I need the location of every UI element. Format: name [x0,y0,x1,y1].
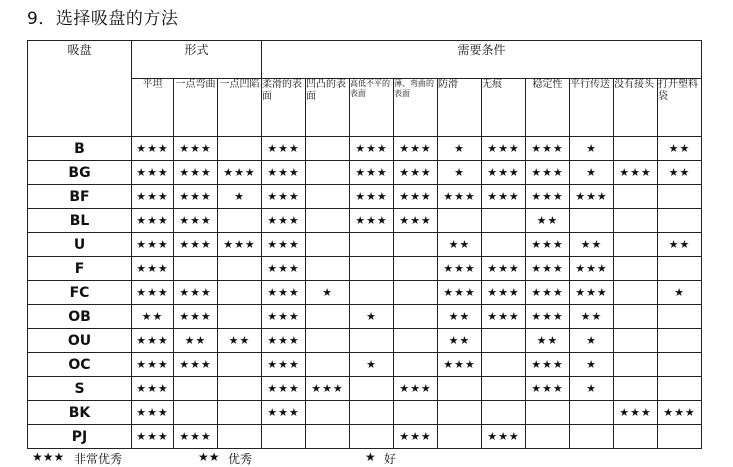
rating-cell [438,401,482,425]
header-group-form: 形式 [132,41,262,79]
rating-cell: ★★★ [174,425,218,449]
rating-cell [614,305,658,329]
col-header-rough-surface: 高低不平的表面 [350,79,394,137]
rating-cell: ★★★ [570,257,614,281]
rating-cell: ★★★ [262,257,306,281]
rating-cell: ★★★ [132,233,174,257]
rating-cell [482,329,526,353]
rating-cell [306,353,350,377]
rating-cell: ★★★ [526,233,570,257]
rating-cell [438,209,482,233]
rating-cell [218,377,262,401]
legend-three-label: 非常优秀 [74,452,123,466]
rating-cell [438,377,482,401]
rating-cell: ★★★ [570,281,614,305]
rating-cell [174,257,218,281]
rating-cell: ★★★ [394,377,438,401]
row-model-name: OB [28,305,132,329]
rating-cell [306,137,350,161]
rating-cell: ★★★ [218,233,262,257]
rating-cell: ★★★ [438,257,482,281]
rating-cell [614,233,658,257]
rating-cell: ★★ [438,233,482,257]
rating-cell: ★★ [218,329,262,353]
rating-cell [482,353,526,377]
rating-cell [570,401,614,425]
rating-cell: ★ [570,161,614,185]
rating-cell [350,281,394,305]
rating-cell: ★★★ [526,305,570,329]
rating-cell: ★★★ [262,329,306,353]
table-row [28,377,702,401]
rating-cell [350,425,394,449]
rating-cell: ★★★ [174,233,218,257]
rating-cell: ★★★ [262,353,306,377]
rating-cell: ★★ [438,305,482,329]
rating-cell [614,137,658,161]
legend-two-stars: ★★ [198,450,220,464]
rating-cell [218,209,262,233]
rating-cell: ★ [438,161,482,185]
rating-cell [658,209,702,233]
rating-cell [658,425,702,449]
table-row [28,281,702,305]
rating-cell: ★★★ [394,425,438,449]
row-model-name: BL [28,209,132,233]
rating-cell: ★★★ [482,425,526,449]
rating-cell [614,281,658,305]
rating-cell: ★★ [526,209,570,233]
rating-cell [262,425,306,449]
rating-cell [614,425,658,449]
rating-cell [482,377,526,401]
rating-cell [306,185,350,209]
table-row [28,233,702,257]
rating-cell [218,401,262,425]
selection-table [27,40,702,449]
page-title: 9．选择吸盘的方法 [27,9,179,29]
rating-cell: ★★★ [174,305,218,329]
table-row [28,401,702,425]
rating-cell: ★★★ [132,185,174,209]
rating-cell [658,305,702,329]
rating-cell: ★ [218,185,262,209]
rating-cell: ★★★ [132,209,174,233]
rating-cell [482,401,526,425]
table-row [28,425,702,449]
rating-cell [658,329,702,353]
rating-cell: ★★★ [526,377,570,401]
rating-cell [394,401,438,425]
rating-cell [394,257,438,281]
row-model-name: F [28,257,132,281]
table-row [28,209,702,233]
col-header-slight-bend: 一点弯曲 [174,79,218,137]
rating-cell [614,353,658,377]
rating-cell [218,137,262,161]
table-row [28,161,702,185]
rating-cell: ★★★ [132,353,174,377]
rating-cell: ★★ [438,329,482,353]
rating-cell: ★★ [132,305,174,329]
rating-cell: ★★★ [526,137,570,161]
rating-cell [658,185,702,209]
rating-cell: ★★★ [262,305,306,329]
rating-cell: ★★ [526,329,570,353]
rating-cell: ★★★ [262,377,306,401]
col-header-stability: 稳定性 [526,79,570,137]
rating-cell: ★★★ [262,281,306,305]
rating-cell: ★★★ [438,353,482,377]
rating-cell: ★★★ [482,281,526,305]
rating-cell: ★★★ [526,257,570,281]
rating-cell [218,257,262,281]
rating-cell: ★★★ [614,161,658,185]
rating-cell: ★★★ [132,377,174,401]
rating-cell: ★★★ [174,281,218,305]
rating-cell [394,353,438,377]
rating-cell: ★★ [570,233,614,257]
rating-cell: ★★★ [132,257,174,281]
row-model-name: FC [28,281,132,305]
row-model-name: BK [28,401,132,425]
table-row [28,185,702,209]
rating-cell [174,401,218,425]
rating-cell [482,209,526,233]
legend-one-label: 好 [384,452,397,466]
col-header-smooth-surface: 柔滑的表面 [262,79,306,137]
rating-cell: ★★★ [218,161,262,185]
rating-cell: ★★★ [614,401,658,425]
row-model-name: PJ [28,425,132,449]
rating-cell [394,233,438,257]
col-header-no-marks: 无痕 [482,79,526,137]
rating-cell [614,377,658,401]
rating-cell: ★★★ [174,137,218,161]
row-model-name: BG [28,161,132,185]
rating-cell: ★★★ [174,353,218,377]
rating-cell [570,425,614,449]
col-header-uneven-surface: 凹凸的表面 [306,79,350,137]
rating-cell: ★★★ [526,161,570,185]
rating-cell: ★ [570,377,614,401]
row-model-name: OC [28,353,132,377]
rating-cell [306,305,350,329]
row-model-name: B [28,137,132,161]
rating-cell: ★★★ [570,185,614,209]
table-row [28,305,702,329]
rating-cell [658,353,702,377]
rating-cell: ★★★ [394,161,438,185]
header-group-conditions: 需要条件 [262,41,702,79]
rating-cell: ★★★ [174,161,218,185]
rating-cell [658,377,702,401]
table-row [28,329,702,353]
rating-cell: ★★★ [350,161,394,185]
rating-cell: ★★★ [262,137,306,161]
rating-cell [394,329,438,353]
rating-cell [350,233,394,257]
rating-cell [218,305,262,329]
rating-cell: ★★★ [394,209,438,233]
rating-cell: ★★★ [658,401,702,425]
rating-cell: ★★★ [174,209,218,233]
rating-cell: ★★ [570,305,614,329]
rating-cell: ★★★ [350,137,394,161]
rating-cell: ★★ [658,137,702,161]
rating-cell: ★★★ [262,233,306,257]
rating-cell: ★★★ [482,185,526,209]
rating-cell: ★★★ [350,209,394,233]
rating-cell: ★★★ [262,161,306,185]
rating-cell [350,401,394,425]
rating-cell: ★★★ [132,401,174,425]
rating-cell: ★ [658,281,702,305]
legend-three-stars: ★★★ [32,450,65,464]
rating-cell: ★★★ [132,329,174,353]
rating-cell: ★★★ [438,185,482,209]
rating-cell: ★★★ [132,425,174,449]
rating-cell [306,329,350,353]
rating-cell: ★ [350,353,394,377]
rating-cell: ★★★ [262,401,306,425]
rating-cell: ★ [570,329,614,353]
rating-cell [350,257,394,281]
legend-two-label: 优秀 [228,452,253,466]
rating-cell [350,377,394,401]
table-row [28,137,702,161]
rating-cell: ★★★ [132,161,174,185]
rating-cell: ★ [306,281,350,305]
rating-cell: ★★★ [482,305,526,329]
rating-cell [174,377,218,401]
rating-cell: ★★★ [350,185,394,209]
rating-cell [570,209,614,233]
row-model-name: BF [28,185,132,209]
rating-cell: ★ [438,137,482,161]
rating-cell [482,233,526,257]
col-header-anti-slip: 防滑 [438,79,482,137]
rating-cell: ★★★ [394,185,438,209]
row-model-name: U [28,233,132,257]
rating-cell: ★★ [174,329,218,353]
rating-cell: ★ [570,137,614,161]
rating-cell [306,257,350,281]
rating-cell: ★ [570,353,614,377]
rating-cell: ★★★ [482,137,526,161]
rating-cell [526,401,570,425]
rating-cell: ★★ [658,233,702,257]
rating-cell: ★★★ [526,281,570,305]
row-model-name: OU [28,329,132,353]
rating-cell: ★★★ [132,137,174,161]
row-model-name: S [28,377,132,401]
rating-cell [394,281,438,305]
rating-cell [614,209,658,233]
rating-cell: ★★★ [482,161,526,185]
legend-one-star: ★ [365,450,376,464]
rating-cell [306,233,350,257]
rating-cell [218,425,262,449]
table-row [28,353,702,377]
rating-cell: ★★ [658,161,702,185]
rating-cell [614,257,658,281]
rating-cell: ★★★ [306,377,350,401]
rating-cell [526,425,570,449]
rating-cell [614,185,658,209]
rating-cell [306,401,350,425]
col-header-parallel-transfer: 平行传送 [570,79,614,137]
rating-cell: ★★★ [438,281,482,305]
rating-cell [350,329,394,353]
rating-cell [394,305,438,329]
rating-cell: ★★★ [394,137,438,161]
rating-cell: ★★★ [482,257,526,281]
rating-cell: ★★★ [526,185,570,209]
rating-cell: ★★★ [132,281,174,305]
rating-cell: ★ [350,305,394,329]
rating-cell: ★★★ [526,353,570,377]
table-row [28,257,702,281]
rating-cell: ★★★ [262,209,306,233]
rating-cell [438,425,482,449]
rating-cell [218,353,262,377]
rating-cell: ★★★ [174,185,218,209]
rating-cell [306,425,350,449]
rating-cell [306,209,350,233]
header-suction-cup: 吸盘 [28,41,132,137]
col-header-flat: 平坦 [132,79,174,137]
col-header-open-plastic-bag: 打开塑料袋 [658,79,702,137]
rating-cell [614,329,658,353]
rating-cell [658,257,702,281]
rating-cell [306,161,350,185]
rating-cell: ★★★ [262,185,306,209]
rating-cell [218,281,262,305]
col-header-thin-bent-surface: 薄、弯曲的表面 [394,79,438,137]
col-header-slight-dent: 一点凹陷 [218,79,262,137]
col-header-no-joint: 没有接头 [614,79,658,137]
